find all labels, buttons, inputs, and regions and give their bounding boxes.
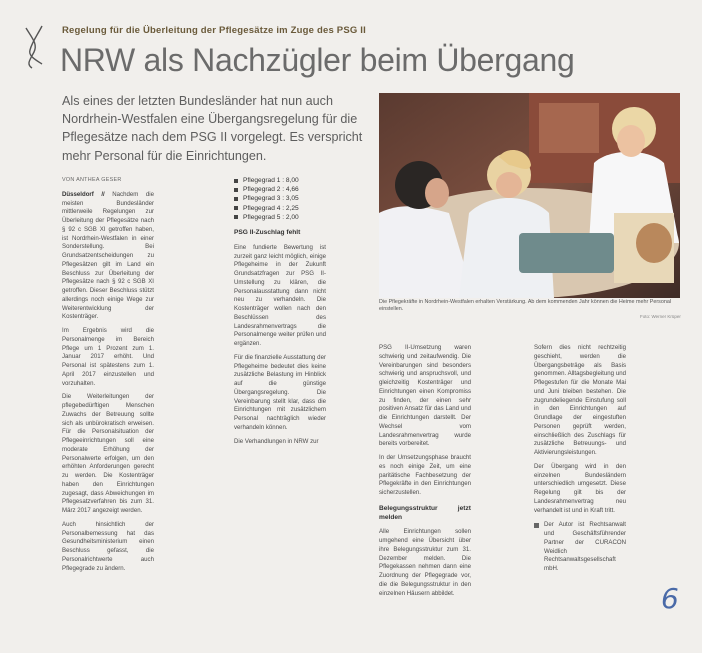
square-bullet-icon bbox=[534, 523, 539, 528]
photo-credit: Foto: Werner Krüper bbox=[640, 314, 681, 319]
article-photo bbox=[379, 93, 680, 298]
handwritten-mark-icon bbox=[18, 24, 50, 70]
photo-caption: Die Pflegekräfte in Nordrhein-Westfalen erhalten Verstärkung. Ab dem kommenden Jahr können die Heime mehr Personal einstellen. bbox=[379, 299, 672, 313]
handwritten-page-number: 6 bbox=[661, 582, 679, 615]
section-subhead: Belegungsstruktur jetzt melden bbox=[379, 504, 471, 521]
list-item-label: Pflegegrad 5 : 2,00 bbox=[243, 213, 299, 221]
paragraph: Eine fundierte Bewertung ist zurzeit ganz leicht möglich, einige Pflegeheime in der Zukunft Grundsatzfragen zur PSG II-Umstellung zu klären, die Personalausstattung dann nicht neu zu verhandeln. Die Kostenträger wollen nach den Beschlüssen des Landesrahmenvertrags die Personalmenge weiter prüfen und ergänzen. bbox=[234, 243, 326, 348]
list-item-label: Pflegegrad 3 : 3,05 bbox=[243, 195, 299, 203]
list-item bbox=[234, 204, 326, 213]
paragraph: Alle Einrichtungen sollen umgehend eine Übersicht über ihre Belegungsstruktur zum 31. Dezember melden. Die Pflegekassen nehmen dann eine Zuordnung der Pflegegrade vor, die die Belegungsstruktur in den einzelnen Häusern abbildet. bbox=[379, 528, 471, 597]
paragraph: PSG II-Umsetzung waren schwierig und zeitaufwendig. Die Vereinbarungen sind besonders schwierig und anspruchsvoll, und gleichzeitig Kostenträger und Einrichtungen einen Kompromiss zu finden, der einen sehr positiven Ansatz für das Land und die Einrichtungen darstellt. Der Wechsel vom Landesrahmenvertrag wurde bereits vorbereitet. bbox=[379, 344, 471, 448]
article-column-1 bbox=[62, 176, 154, 578]
list-item bbox=[234, 176, 326, 185]
paragraph: Der Übergang wird in den einzelnen Bundesländern unterschiedlich umgesetzt. Diese Regelung gilt bis der Landesrahmenvertrag neu verhandelt ist und in Kraft tritt. bbox=[534, 462, 626, 514]
list-item bbox=[234, 185, 326, 194]
list-item-label: Pflegegrad 4 : 2,25 bbox=[243, 204, 299, 212]
dateline: Düsseldorf // bbox=[62, 190, 105, 198]
paragraph: Die Verhandlungen in NRW zur bbox=[234, 437, 319, 445]
section-subhead: PSG II-Zuschlag fehlt bbox=[234, 229, 301, 237]
article-headline: NRW als Nachzügler beim Übergang bbox=[60, 42, 575, 78]
article-kicker: Regelung für die Überleitung der Pflegesätze im Zuge des PSG II bbox=[62, 25, 366, 36]
bullet-icon bbox=[234, 215, 238, 219]
list-item bbox=[234, 194, 326, 203]
photo-caregivers-illustration bbox=[379, 93, 680, 298]
bullet-icon bbox=[234, 206, 238, 210]
bullet-icon bbox=[234, 188, 238, 192]
paragraph: Für die finanzielle Ausstattung der Pflegeheime bedeutet dies keine zusätzliche Belastung im Hinblick auf die günstige Übergangsregelung. Die Vereinbarung stellt klar, dass die Einrichtungen mit zusätzlichem Personal nachträglich wieder verhandeln können. bbox=[234, 353, 326, 431]
article-column-2 bbox=[234, 176, 326, 451]
paragraph: Auch hinsichtlich der Personalbemessung hat das Gesundheitsministerium einen Beschluss gefasst, die Personalrichtwerte auch Pflegegrade zu ändern. bbox=[62, 520, 154, 572]
bullet-icon bbox=[234, 197, 238, 201]
paragraph: Die Weiterleitungen der pflegebedürftigen Menschen Zuwachs der Betreuung sollte sich als unbürokratisch erweisen. Für die Personalsituation der Pflegeeinrichtungen soll eine moderate Erhöhung der Personalwerte erfolgen, um den erhöhten Anforderungen gerecht zu werden. Die Kostenträger haben den Einrichtungen zugesagt, dass Abweichungen im Pflegesatzverfahren bis zum 31. März 2017 angezeigt werden. bbox=[62, 393, 154, 514]
article-column-3 bbox=[379, 344, 471, 603]
paragraph-text: Nachdem die meisten Bundesländer mittlerweile Regelungen zur Überleitung der Pflegesätze nach § 92 c SGB XI getroffen haben, ist Nordrhein-Westfalen in einer Sonderstellung. Bei Grundsatzentscheidungen zu Pflegesätzen gilt im Land ein Beschluss zur Überleitung der Pflegesätze nach § 92 c SGB XI getroffen. Dieser Beschluss stützt allerdings noch einige Wege zur Weiterentwicklung der Kostenträger. bbox=[62, 190, 154, 321]
paragraph: In der Umsetzungsphase braucht es noch einige Zeit, um eine paritätische Fachbesetzung der Pflegekräfte in den Einrichtungen sicherzustellen. bbox=[379, 454, 471, 496]
author-note bbox=[534, 521, 626, 574]
paragraph bbox=[62, 191, 154, 322]
author-note-text: Der Autor ist Rechtsanwalt und Geschäftsführender Partner der CURACON Weidlich Rechtsanwaltsgesellschaft mbH. bbox=[544, 521, 626, 572]
list-item bbox=[234, 213, 326, 222]
bullet-icon bbox=[234, 179, 238, 183]
article-lead: Als eines der letzten Bundesländer hat nun auch Nordrhein-Westfalen eine Übergangsregelung für die Pflegesätze nach dem PSG II vorgelegt. Es verspricht mehr Personal für die Einrichtungen. bbox=[62, 94, 363, 163]
list-item-label: Pflegegrad 1 : 8,00 bbox=[243, 177, 299, 184]
care-grade-ratios-list bbox=[234, 176, 326, 222]
paragraph: Im Ergebnis wird die Personalmenge im Bereich Pflege um 1 Prozent zum 1. Januar 2017 erhöht. Und Personal ist spätestens zum 1. April 2017 einzustellen und vorzuhalten. bbox=[62, 327, 154, 387]
paragraph: Sofern dies nicht rechtzeitig geschieht, werden die Übergangsbeträge als Basis genommen. Alltagsbegleitung und Pflegestufen für die Monate Mai und Juni bleiben bestehen. Die zugrundeliegende Einstufung soll in den Einrichtungen auf Grundlage der eingestuften Personen geprüft werden, einschließlich des Zuschlags für zusätzliche Betreuungs- und Aktivierungsleistungen. bbox=[534, 344, 626, 456]
article-column-4 bbox=[534, 344, 626, 574]
byline: VON ANTHEA GESER bbox=[62, 177, 122, 183]
list-item-label: Pflegegrad 2 : 4,66 bbox=[243, 186, 299, 194]
